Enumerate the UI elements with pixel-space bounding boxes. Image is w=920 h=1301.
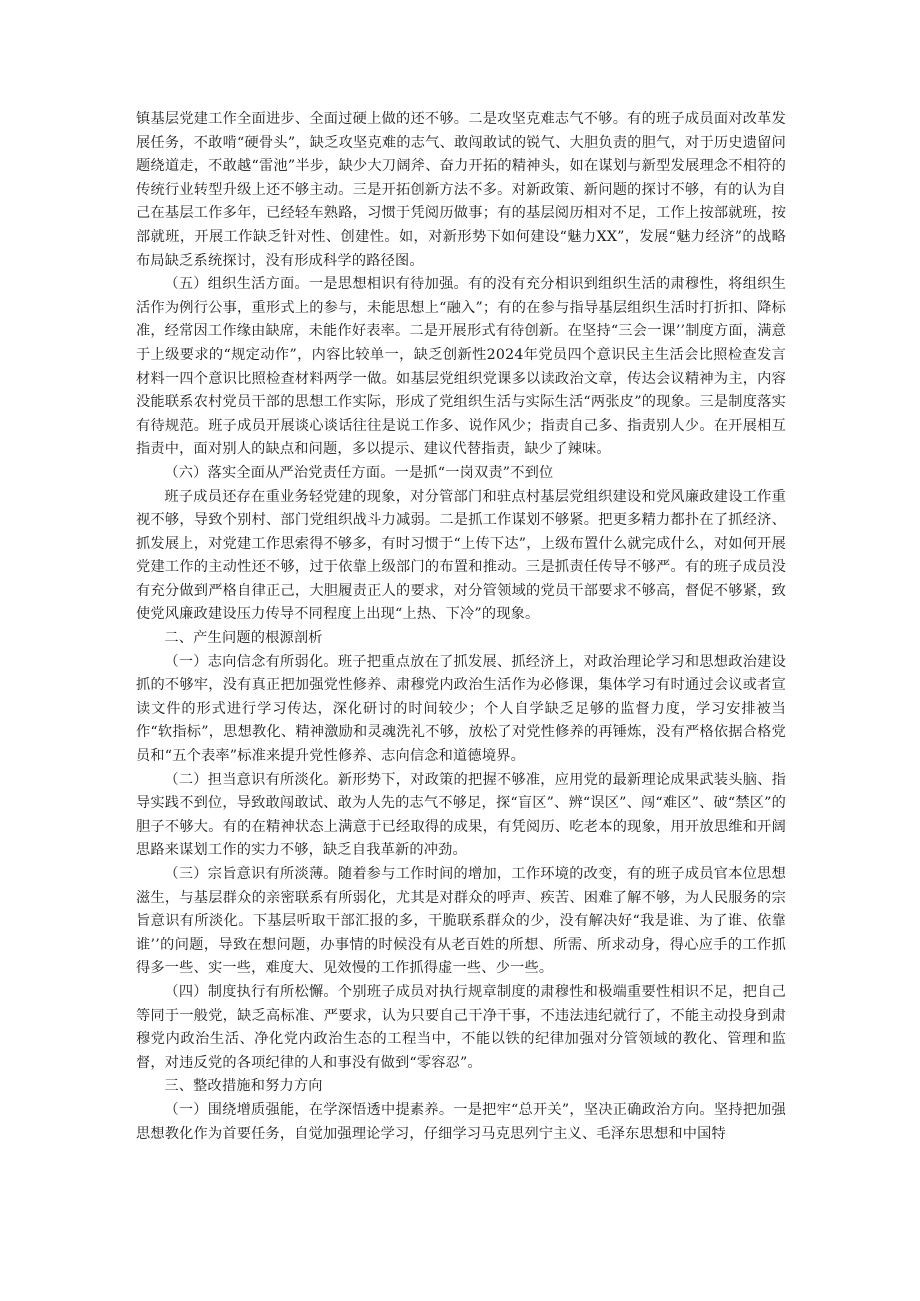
paragraph-system-execution: （四）制度执行有所松懈。个别班子成员对执行规章制度的肃穆性和极端重要性相识不足，把自己等同于一般党，缺乏高标准、严要求，认为只要自己干净干事，不违法违纪就行了，不能主动投身到肃穆党内政治生活、净化党内政治生态的工程当中，不能以铁的纪律加强对分管领域的教化、管理和监督，对违反党的各项纪律的人和事没有做到“零容忍”。 xyxy=(136,983,786,1071)
paragraph-continuation: 镇基层党建工作全面进步、全面过硬上做的还不够。二是攻坚克难志气不够。有的班子成员面对改革发展任务，不敢啃“硬骨头”，缺乏攻坚克难的志气、敢闯敢试的锐气、大胆负责的胆气，对于历史遗留问题绕道走，不敢越“雷池”半步，缺少大刀阔斧、奋力开拓的精神头，如在谋划与新型发展理念不相符的传统行业转型升级上还不够主动。三是开拓创新方法不多。对新政策、新问题的探讨不够，有的认为自己在基层工作多年，已经轻车熟路，习惯于凭阅历做事；有的基层阅历相对不足，工作上按部就班，按部就班，开展工作缺乏针对性、创建性。如，对新形势下如何建设“魅力XX”，发展“魅力经济”的战略布局缺乏系统探讨，没有形成科学的路径图。 xyxy=(136,111,786,269)
paragraph-sense-of-responsibility: （二）担当意识有所淡化。新形势下，对政策的把握不够准，应用党的最新理论成果武装头脑、指导实践不到位，导致敢闯敢试、敢为人先的志气不够足，探“盲区”、辨“误区”、闯“难区”、破“禁区”的胆子不够大。有的在精神状态上满意于已经取得的成果，有凭阅历、吃老本的现象，用开放思维和开阔思路来谋划工作的实力不够，缺乏自我革新的冲劲。 xyxy=(136,771,786,859)
section-heading-root-cause: 二、产生问题的根源剖析 xyxy=(164,630,323,647)
paragraph-organizational-life: （五）组织生活方面。一是思想相识有待加强。有的没有充分相识到组织生活的肃穆性，将组织生活作为例行公事，重形式上的参与，未能思想上“融入”；有的在参与指导基层组织生活时打折扣、降标准，经常因工作缘由缺席，未能作好表率。二是开展形式有待创新。在坚持“三会一课’’制度方面，满意于上级要求的“规定动作”，内容比较单一，缺乏创新性2024年党员四个意识民主生活会比照检查发言材料一四个意识比照检查材料两学一做。如基层党组织党课多以读政治文章，传达会议精神为主，内容没能联系农村党员干部的思想工作实际，形成了党组织生活与实际生活“两张皮”的现象。三是制度落实有待规范。班子成员开展谈心谈话往往是说工作多、说作风少；指责自己多、指责别人少。在开展相互指责中，面对别人的缺点和问题，多以提示、建议代替指责，缺少了辣味。 xyxy=(136,276,786,458)
paragraph-responsibility-body: 班子成员还存在重业务轻党建的现象，对分管部门和驻点村基层党组织建设和党风廉政建设工作重视不够，导致个别村、部门党组织战斗力减弱。二是抓工作谋划不够紧。把更多精力都扑在了抓经济、抓发展上，对党建工作思索得不够多，有时习惯于“上传下达”，上级布置什么就完成什么，对如何开展党建工作的主动性还不够，过于依靠上级部门的布置和推动。三是抓责任传导不够严。有的班子成员没有充分做到严格自律正己，大胆履责正人的要求，对分管领域的党员干部要求不够高，督促不够紧，致使党风廉政建设压力传导不同程度上出现“上热、下冷”的现象。 xyxy=(136,488,786,623)
section-heading-rectification: 三、整改措施和努力方向 xyxy=(164,1078,323,1095)
paragraph-purpose-awareness: （三）宗旨意识有所淡薄。随着参与工作时间的增加，工作环境的改变，有的班子成员官本位思想滋生，与基层群众的亲密联系有所弱化，尤其是对群众的呼声、疾苦、困难了解不够，为人民服务的宗旨意识有所淡化。下基层听取干部汇报的多，干脆联系群众的少，没有解决好“我是谁、为了谁、依靠谁’’的问题，导致在想问题，办事情的时候没有从老百姓的所想、所需、所求动身，得心应手的工作抓得多一些、实一些，难度大、见效慢的工作抓得虚一些、少一些。 xyxy=(136,866,786,977)
paragraph-improve-quality: （一）围绕增质强能，在学深悟透中提素养。一是把牢“总开关”，坚决正确政治方向。坚持把加强思想教化作为首要任务，自觉加强理论学习，仔细学习马克思列宁主义、毛泽东思想和中国特 xyxy=(136,1101,786,1142)
paragraph-heading-responsibility: （六）落实全面从严治党责任方面。一是抓“一岗双责”不到位 xyxy=(164,464,554,481)
paragraph-ideals-beliefs: （一）志向信念有所弱化。班子把重点放在了抓发展、抓经济上，对政治理论学习和思想政治建设抓的不够牢，没有真正把加强党性修养、肃穆党内政治生活作为必修课，集体学习有时通过会议或者宣读文件的形式进行学习传达，深化研讨的时间较少；个人自学缺乏足够的监督力度，学习安排被当作“软指标”，思想教化、精神激励和灵魂洗礼不够，放松了对党性修养的再锤炼，没有严格依据合格党员和“五个表率”标准来提升党性修养、志向信念和道德境界。 xyxy=(136,653,786,765)
document-page xyxy=(136,108,786,1146)
